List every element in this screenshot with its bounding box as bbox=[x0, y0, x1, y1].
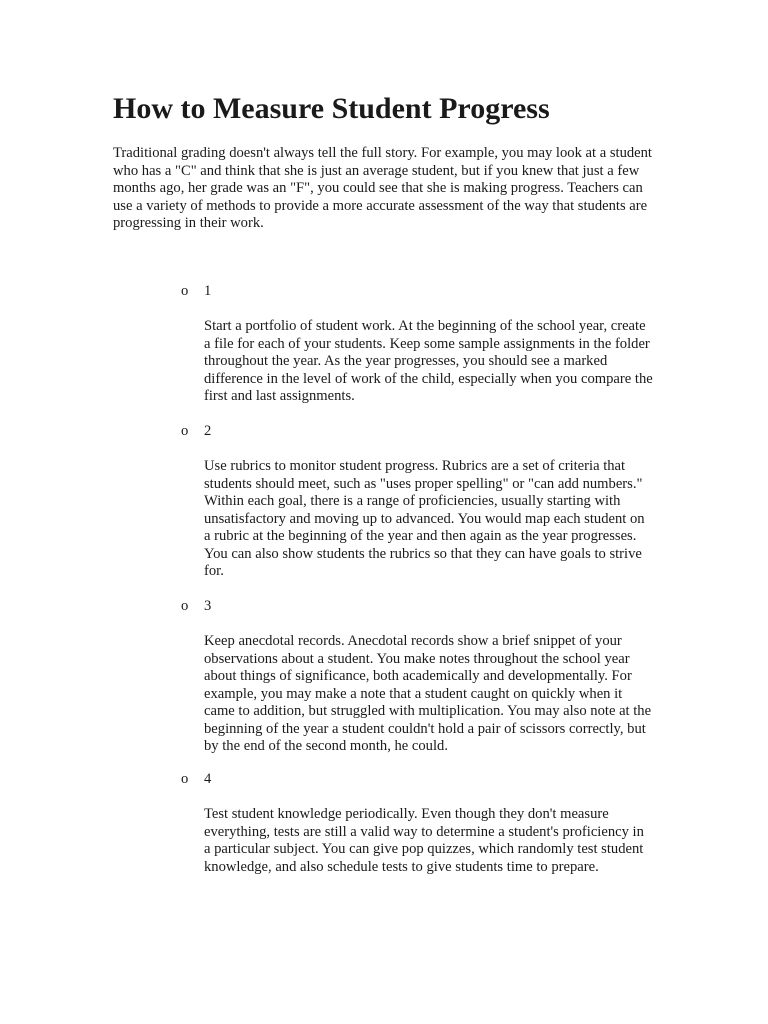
step-number: 4 bbox=[204, 771, 212, 787]
step-text: Use rubrics to monitor student progress. Rubrics are a set of criteria that students should meet, such as "uses proper spelling" or "can add numbers." Within each goal, there is a range of proficiencies, usually starting with unsatisfactory and moving up to advanced. You would map each student on a rubric at the beginning of the year and then again as the year progresses. You can also show students the rubrics so that they can have goals to strive for. bbox=[204, 458, 645, 579]
step-text: Keep anecdotal records. Anecdotal records show a brief snippet of your observations about a student. You make notes throughout the school year about things of significance, both academically and developmentally. For example, you may make a note that a student caught on quickly when it came to addition, but struggled with multiplication. You may also note at the beginning of the year a student couldn't hold a pair of scissors correctly, but by the end of the second month, he could. bbox=[204, 633, 652, 754]
article-intro: Traditional grading doesn't always tell the full story. For example, you may look at a student who has a "C" and think that she is just an average student, but if you knew that just a few months ago, her grade was an "F", you could see that she is making progress. Teachers can use a variety of methods to provide a more accurate assessment of the way that students are progressing in their work. bbox=[113, 145, 652, 231]
step-number-row bbox=[181, 283, 211, 301]
step-text: Test student knowledge periodically. Even though they don't measure everything, tests are still a valid way to determine a student's proficiency in a particular subject. You can give pop quizzes, which randomly test student knowledge, and also schedule tests to give students time to prepare. bbox=[204, 806, 644, 875]
step-number-row bbox=[181, 771, 211, 789]
article-title: How to Measure Student Progress bbox=[113, 92, 550, 125]
bullet-circle-icon: o bbox=[181, 771, 189, 787]
step-number-row bbox=[181, 423, 211, 441]
step-text: Start a portfolio of student work. At the beginning of the school year, create a file for each of your students. Keep some sample assignments in the folder throughout the year. As the year progresses, you should see a marked difference in the level of work of the child, especially when you compare the first and last assignments. bbox=[204, 318, 653, 404]
step-number-row bbox=[181, 598, 211, 616]
bullet-circle-icon: o bbox=[181, 283, 189, 299]
step-number: 3 bbox=[204, 598, 212, 614]
bullet-circle-icon: o bbox=[181, 598, 189, 614]
step-number: 1 bbox=[204, 283, 212, 299]
bullet-circle-icon: o bbox=[181, 423, 189, 439]
step-number: 2 bbox=[204, 423, 212, 439]
